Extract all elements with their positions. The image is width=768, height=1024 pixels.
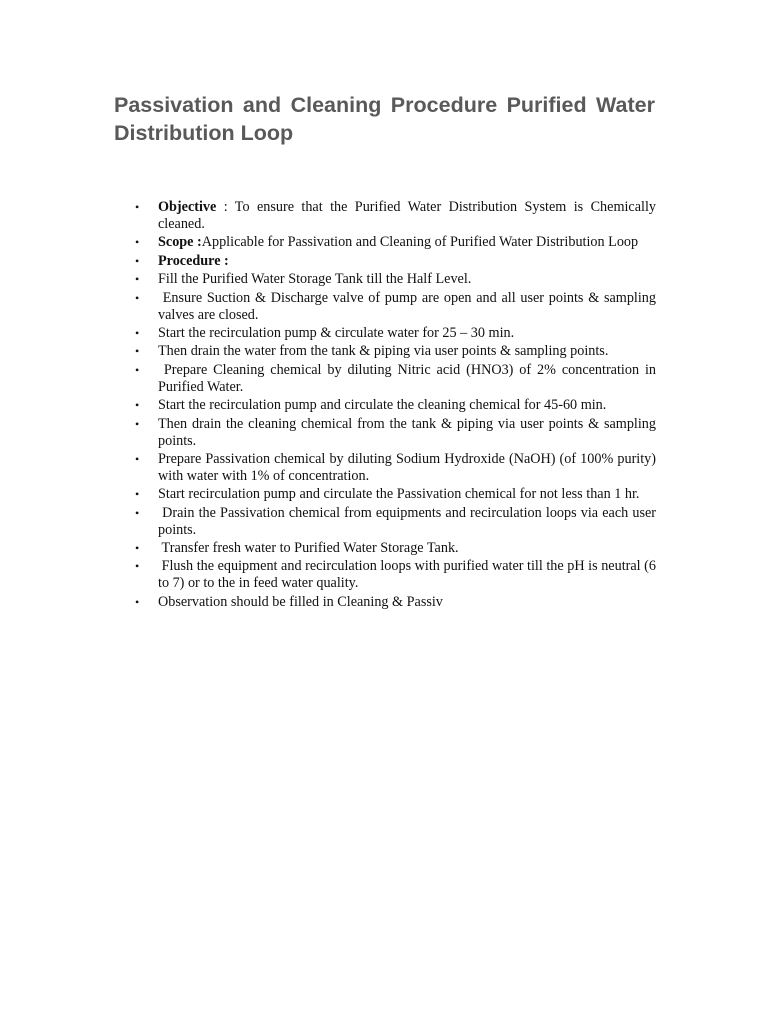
item-text: Prepare Cleaning chemical by diluting Nitric acid (HNO3) of 2% concentration in Purified Water.: [158, 361, 656, 395]
item-label: Objective: [158, 199, 217, 215]
document-title: Passivation and Cleaning Procedure Purified Water Distribution Loop: [114, 93, 655, 145]
item-text: Ensure Suction & Discharge valve of pump are open and all user points & sampling valves are closed.: [158, 289, 656, 323]
list-item: [115, 416, 656, 450]
list-item: [115, 343, 656, 360]
list-item: [115, 505, 656, 539]
item-text: Transfer fresh water to Purified Water Storage Tank.: [161, 540, 459, 557]
bullet-icon: •: [135, 487, 140, 502]
item-text: Start the recirculation pump and circulate the cleaning chemical for 45-60 min.: [158, 397, 607, 414]
bullet-icon: •: [135, 235, 140, 250]
list-item: [115, 540, 656, 557]
item-text: Observation should be filled in Cleaning & Passiv: [158, 593, 443, 610]
list-item: [115, 558, 656, 592]
bullet-icon: •: [135, 362, 140, 377]
list-item: [115, 362, 656, 396]
item-label: Procedure :: [158, 252, 229, 269]
list-item: [115, 253, 656, 270]
bullet-icon: •: [135, 541, 140, 556]
item-text: Prepare Passivation chemical by diluting Sodium Hydroxide (NaOH) (of 100% purity) with water with 1% of concentration.: [158, 450, 656, 484]
bullet-icon: •: [135, 559, 140, 574]
list-item: [115, 325, 656, 342]
list-item: [115, 199, 656, 233]
bullet-icon: •: [135, 253, 140, 268]
item-text: Fill the Purified Water Storage Tank till the Half Level.: [158, 271, 472, 288]
list-item: [115, 486, 656, 503]
procedure-list: [115, 199, 656, 612]
bullet-icon: •: [135, 451, 140, 466]
item-label: Scope :: [158, 234, 202, 251]
bullet-icon: •: [135, 325, 140, 340]
item-text: Drain the Passivation chemical from equipments and recirculation loops via each user points.: [158, 504, 656, 538]
bullet-icon: •: [135, 416, 140, 431]
bullet-icon: •: [135, 200, 140, 214]
bullet-icon: •: [135, 398, 140, 413]
bullet-icon: •: [135, 505, 140, 520]
bullet-icon: •: [135, 594, 140, 609]
item-text: : To ensure that the Purified Water Distribution System is Chemically cleaned.: [158, 199, 656, 232]
list-item: [115, 234, 656, 251]
list-item: [115, 397, 656, 414]
item-text: Then drain the water from the tank & piping via user points & sampling points.: [158, 343, 609, 360]
item-text: Start the recirculation pump & circulate water for 25 – 30 min.: [158, 324, 515, 341]
bullet-icon: •: [135, 272, 140, 287]
list-item: [115, 290, 656, 324]
bullet-icon: •: [135, 290, 140, 305]
item-text: Flush the equipment and recirculation loops with purified water till the pH is neutral (6 to 7) or to the in feed water quality.: [158, 558, 656, 592]
item-text: Applicable for Passivation and Cleaning of Purified Water Distribution Loop: [201, 234, 639, 251]
list-item: [115, 451, 656, 485]
item-text: Then drain the cleaning chemical from the tank & piping via user points & sampling points.: [158, 415, 656, 449]
list-item: [115, 271, 656, 288]
bullet-icon: •: [135, 344, 140, 359]
item-text: Start recirculation pump and circulate the Passivation chemical for not less than 1 hr.: [158, 486, 640, 503]
list-item: [115, 594, 656, 611]
